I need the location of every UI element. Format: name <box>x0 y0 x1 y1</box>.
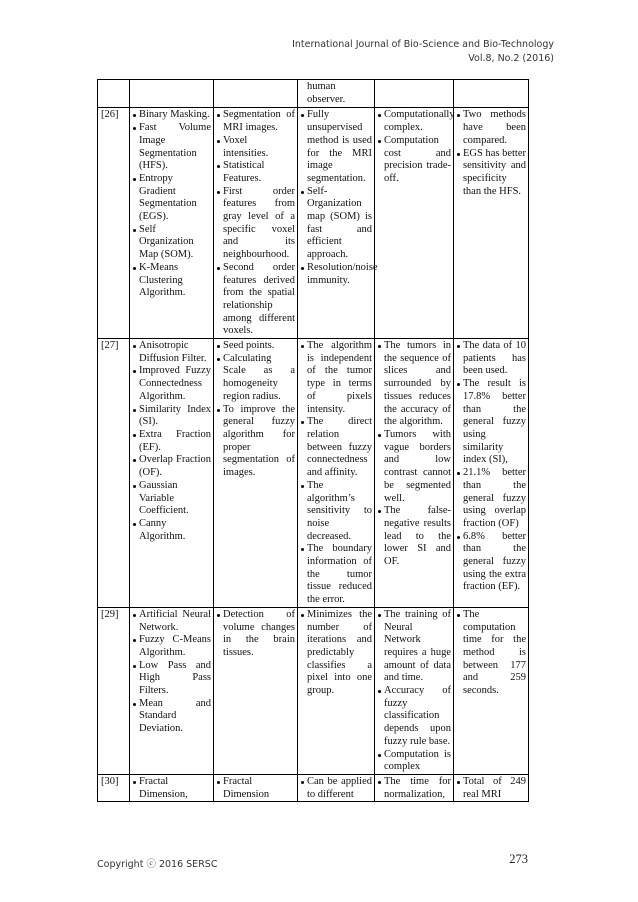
advantages-cell <box>298 607 375 774</box>
table-cell <box>454 80 529 108</box>
results-list <box>457 109 526 198</box>
bullet-item: The boundary information of the tumor tissue reduced the error. <box>301 543 372 607</box>
bullet-item: Can be applied to different <box>301 776 372 801</box>
bullet-item: Fractal Dimension, <box>133 776 211 801</box>
techniques-list <box>133 340 211 543</box>
bullet-item: Computationally complex. <box>378 109 451 134</box>
results-list <box>457 340 526 594</box>
bullet-item: Accuracy of fuzzy classification depends upon fuzzy rule base. <box>378 685 451 749</box>
bullet-item: Fully unsupervised method is used for the MRI image segmentation. <box>301 109 372 185</box>
advantages-list <box>301 776 372 801</box>
bullet-item: Binary Masking. <box>133 109 211 122</box>
bullet-item: Voxel intensities. <box>217 135 295 160</box>
bullet-item: Self-Organization map (SOM) is fast and efficient approach. <box>301 186 372 262</box>
bullet-item: Similarity Index (SI). <box>133 404 211 429</box>
features-list <box>217 340 295 480</box>
advantages-list <box>301 609 372 698</box>
advantages-list <box>301 340 372 607</box>
bullet-item: Self Organization Map (SOM). <box>133 224 211 262</box>
results-cell <box>454 774 529 801</box>
bullet-item: The direct relation between fuzzy connectedness and affinity. <box>301 416 372 480</box>
techniques-list <box>133 609 211 736</box>
bullet-item: Artificial Neural Network. <box>133 609 211 634</box>
bullet-item: Anisotropic Diffusion Filter. <box>133 340 211 365</box>
table-cell <box>214 80 298 108</box>
bullet-item: 21.1% better than the general fuzzy using overlap fraction (OF) <box>457 467 526 531</box>
carry-over-line: observer. <box>307 93 346 105</box>
bullet-item: Computation is complex <box>378 749 451 774</box>
bullet-item: Improved Fuzzy Connectedness Algorithm. <box>133 365 211 403</box>
features-list <box>217 109 295 338</box>
bullet-item: The time for normalization, <box>378 776 451 801</box>
limitations-cell <box>375 108 454 339</box>
carry-over-row <box>98 80 529 108</box>
bullet-item: Resolution/noise immunity. <box>301 262 372 287</box>
results-list <box>457 609 526 698</box>
bullet-item: The algorithm’s sensitivity to noise decreased. <box>301 480 372 544</box>
bullet-item: First order features from gray level of a specific voxel and its neighbourhood. <box>217 186 295 262</box>
advantages-list <box>301 109 378 287</box>
bullet-item: Canny Algorithm. <box>133 518 211 543</box>
limitations-cell <box>375 774 454 801</box>
bullet-item: Mean and Standard Deviation. <box>133 698 211 736</box>
features-cell <box>214 607 298 774</box>
bullet-item: Fast Volume Image Segmentation (HFS). <box>133 122 211 173</box>
bullet-item: Total of 249 real MRI <box>457 776 526 801</box>
table-body <box>98 80 529 802</box>
features-cell <box>214 108 298 339</box>
bullet-item: The training of Neural Network requires a huge amount of data and time. <box>378 609 451 685</box>
bullet-item: The result is 17.8% better than the general fuzzy using similarity index (SI), <box>457 378 526 467</box>
advantages-cell <box>298 108 378 339</box>
results-list <box>457 776 526 801</box>
reference-cell: [26] <box>98 108 130 339</box>
journal-header <box>292 38 554 66</box>
bullet-item: The false-negative results lead to the lower SI and OF. <box>378 505 451 569</box>
table-row <box>98 774 529 801</box>
features-cell <box>214 339 298 608</box>
techniques-cell <box>130 339 214 608</box>
results-cell <box>454 108 529 339</box>
table-cell <box>130 80 214 108</box>
table-row <box>98 339 529 608</box>
results-cell <box>454 339 529 608</box>
bullet-item: Fuzzy C-Means Algorithm. <box>133 634 211 659</box>
table-cell <box>98 80 130 108</box>
bullet-item: Second order features derived from the spatial relationship among different voxels. <box>217 262 295 338</box>
techniques-cell <box>130 774 214 801</box>
bullet-item: The algorithm is independent of the tumor type in terms of pixels intensity. <box>301 340 372 416</box>
bullet-item: Statistical Features. <box>217 160 295 185</box>
advantages-cell <box>298 774 375 801</box>
bullet-item: Gaussian Variable Coefficient. <box>133 480 211 518</box>
features-list <box>217 609 295 660</box>
bullet-item: 6.8% better than the general fuzzy using the extra fraction (EF). <box>457 531 526 595</box>
limitations-list <box>378 776 451 801</box>
bullet-item: Detection of volume changes in the brain tissues. <box>217 609 295 660</box>
table-cell <box>375 80 454 108</box>
journal-title: International Journal of Bio-Science and Bio-Technology <box>292 39 554 50</box>
page-number: 273 <box>509 852 528 866</box>
bullet-item: Overlap Fraction (OF). <box>133 454 211 479</box>
copyright: Copyright ⓒ 2016 SERSC <box>97 859 218 870</box>
features-cell <box>214 774 298 801</box>
bullet-item: K-Means Clustering Algorithm. <box>133 262 211 300</box>
bullet-item: Two methods have been compared. <box>457 109 526 147</box>
bullet-item: Computation cost and precision trade-off. <box>378 135 451 186</box>
techniques-list <box>133 776 211 801</box>
bullet-item: Extra Fraction (EF). <box>133 429 211 454</box>
limitations-cell <box>375 607 454 774</box>
techniques-cell <box>130 108 214 339</box>
limitations-cell <box>375 339 454 608</box>
bullet-item: Tumors with vague borders and low contrast cannot be segmented well. <box>378 429 451 505</box>
limitations-list <box>378 609 451 774</box>
bullet-item: The computation time for the method is between 177 and 259 seconds. <box>457 609 526 698</box>
bullet-item: Fractal Dimension <box>217 776 295 801</box>
bullet-item: Seed points. <box>217 340 295 353</box>
carry-over-cell <box>298 80 375 108</box>
techniques-cell <box>130 607 214 774</box>
bullet-item: EGS has better sensitivity and specificity than the HFS. <box>457 148 526 199</box>
reference-cell: [27] <box>98 339 130 608</box>
bullet-item: The data of 10 patients has been used. <box>457 340 526 378</box>
features-list <box>217 776 295 801</box>
carry-over-line: human <box>307 81 336 92</box>
limitations-list <box>378 340 451 569</box>
journal-volume: Vol.8, No.2 (2016) <box>468 53 554 64</box>
bullet-item: Calculating Scale as a homogeneity region radius. <box>217 353 295 404</box>
bullet-item: Segmentation of MRI images. <box>217 109 295 134</box>
bullet-item: To improve the general fuzzy algorithm for proper segmentation of images. <box>217 404 295 480</box>
bullet-item: Low Pass and High Pass Filters. <box>133 660 211 698</box>
techniques-list <box>133 109 211 300</box>
bullet-item: Minimizes the number of iterations and predictably classifies a pixel into one group. <box>301 609 372 698</box>
table-row <box>98 607 529 774</box>
advantages-cell <box>298 339 375 608</box>
bullet-item: Entropy Gradient Segmentation (EGS). <box>133 173 211 224</box>
literature-table <box>97 79 529 802</box>
results-cell <box>454 607 529 774</box>
limitations-list <box>378 109 455 185</box>
reference-cell: [29] <box>98 607 130 774</box>
reference-cell: [30] <box>98 774 130 801</box>
bullet-item: The tumors in the sequence of slices and surrounded by tissues reduces the accuracy of the algorithm. <box>378 340 451 429</box>
table-row <box>98 108 529 339</box>
